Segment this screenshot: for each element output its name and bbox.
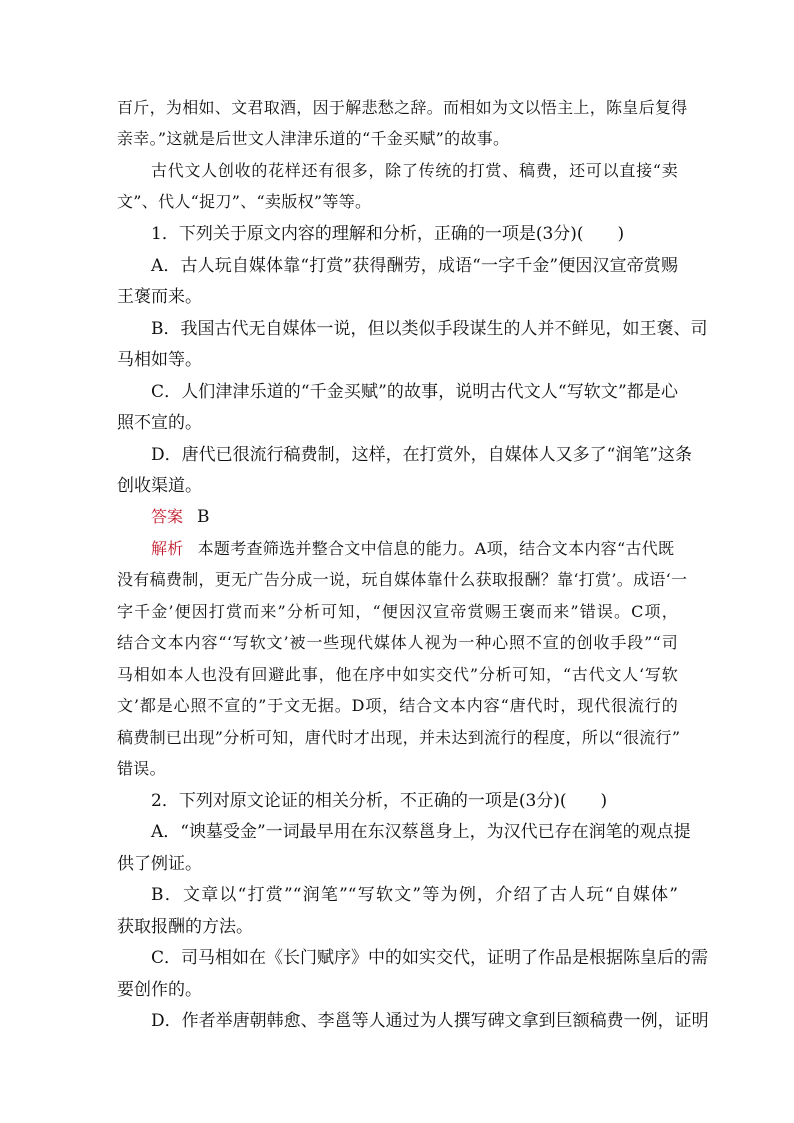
q2-option-b: B．文章以“打赏”“润笔”“写软文”等为例，介绍了古人玩“自媒体” [151,885,678,905]
q2-option-c: C．司马相如在《长门赋序》中的如实交代，证明了作品是根据陈皇后的需 [151,948,709,968]
q1-option-a-cont: 王褒而来。 [117,287,202,307]
q2-option-b-cont: 获取报酬的方法。 [117,917,253,937]
question-1-stem: 1．下列关于原文内容的理解和分析，正确的一项是(3分)( ) [151,224,625,244]
passage-line: 亲幸。”这就是后世文人津津乐道的“千金买赋”的故事。 [117,129,510,148]
q1-option-c-cont: 照不宣的。 [117,413,202,433]
q2-option-c-cont: 要创作的。 [117,980,202,1000]
analysis-line: 没有稿费制，更无广告分成一说，玩自媒体靠什么获取报酬？靠‘打赏’。成语‘一 [117,570,688,589]
question-2-stem: 2．下列对原文论证的相关分析，不正确的一项是(3分)( ) [151,791,608,811]
q2-option-a: A．“谀墓受金”一词最早用在东汉蔡邕身上，为汉代已存在润笔的观点提 [151,822,691,842]
analysis-line: 字千金’便因打赏而来”分析可知，“便因汉宣帝赏赐王褒而来”错误。C项， [117,602,678,621]
analysis-line: 稿费制已出现”分析可知，唐代时才出现，并未达到流行的程度，所以“很流行” [117,728,681,747]
answer-label: 答案 [151,507,184,526]
passage-line: 百斤，为相如、文君取酒，因于解悲愁之辞。而相如为文以悟主上，陈皇后复得 [117,98,688,117]
analysis-line: 马相如本人也没有回避此事，他在序中如实交代”分析可知，“古代文人‘写软 [117,665,678,684]
q1-option-b-cont: 马相如等。 [117,350,202,370]
q1-option-c: C．人们津津乐道的“千金买赋”的故事，说明古代文人“写软文”都是心 [151,382,678,402]
analysis-line: 文’都是心照不宣的”于文无据。D项，结合文本内容“唐代时，现代很流行的 [117,696,678,715]
q1-option-d: D．唐代已很流行稿费制，这样，在打赏外，自媒体人又多了“润笔”这条 [151,445,693,465]
q1-option-a: A．古人玩自媒体靠“打赏”获得酬劳，成语“一字千金”便因汉宣帝赏赐 [151,256,678,276]
passage-line: 古代文人创收的花样还有很多，除了传统的打赏、稿费，还可以直接“卖 [151,161,678,180]
q1-option-d-cont: 创收渠道。 [117,476,202,496]
passage-line: 文”、代人“捉刀”、“卖版权”等等。 [117,192,372,211]
analysis-text: 本题考查筛选并整合文中信息的能力。A项，结合文本内容“古代既 [197,539,675,558]
analysis-line-first [151,537,678,561]
q2-option-d: D．作者举唐朝韩愈、李邕等人通过为人撰写碑文拿到巨额稿费一例，证明 [151,1011,709,1031]
answer-line [151,505,210,529]
answer-value: B [197,507,210,527]
q1-option-b: B．我国古代无自媒体一说，但以类似手段谋生的人并不鲜见，如王褒、司 [151,319,708,339]
q2-option-a-cont: 供了例证。 [117,854,202,874]
analysis-label: 解析 [151,539,184,558]
analysis-line: 错误。 [117,759,166,778]
analysis-line: 结合文本内容“‘写软文’被一些现代媒体人视为一种心照不宣的创收手段”“司 [117,633,678,652]
